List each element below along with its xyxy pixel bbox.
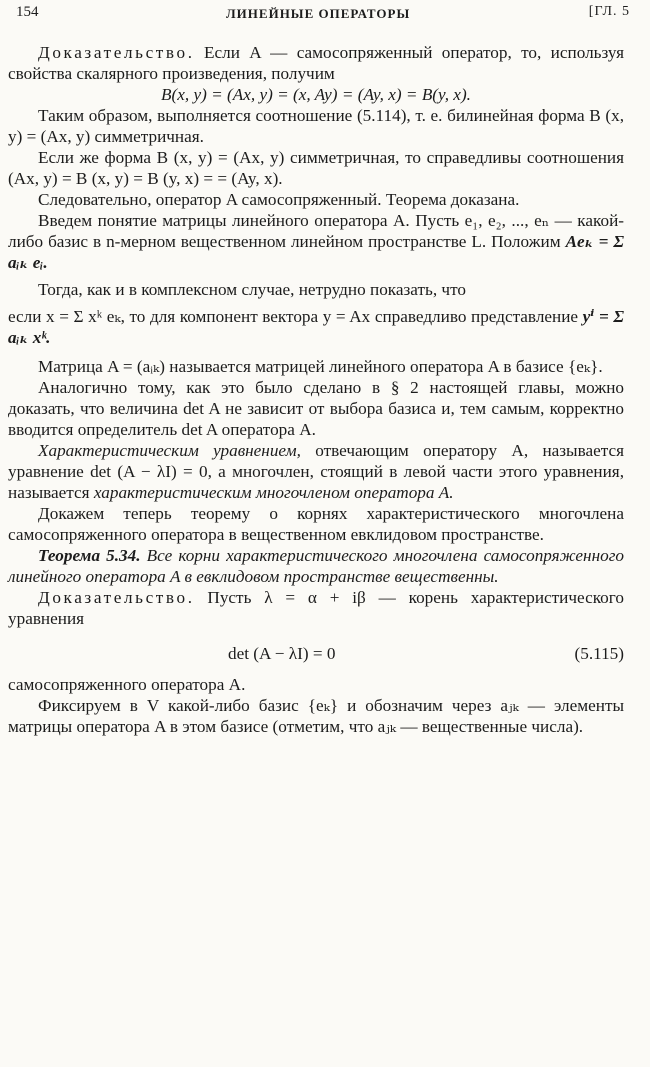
proof-paragraph-1 bbox=[8, 42, 624, 84]
theorem-text: Все корни характеристического многочлена самосопряженного линейного оператора A в евклидовом пространстве вещественны. bbox=[8, 546, 624, 586]
paragraph-fix-basis: Фиксируем в V какой-либо базис {eₖ} и обозначим через aⱼₖ — элементы матрицы оператора A в этом базисе (отметим, что aⱼₖ — вещественные числа). bbox=[8, 696, 624, 736]
vector-text: если x = Σ xᵏ eₖ, то для компонент вектора y = Ax справедливо представление bbox=[8, 307, 579, 326]
matrix-intro-text: Введем понятие матрицы линейного оператора A. Пусть e₁, e₂, ..., eₙ — какой-либо базис в n-мерном вещественном линейном пространстве L. Положим bbox=[8, 211, 624, 251]
chapter-label: [ГЛ. 5 bbox=[588, 4, 630, 19]
paragraph-matrix-def: Матрица A = (aᵢₖ) называется матрицей линейного оператора A в базисе {eₖ}. bbox=[38, 357, 603, 376]
formula-number: (5.115) bbox=[574, 644, 624, 663]
paragraph-matrix-intro bbox=[8, 210, 624, 273]
proof-text: Если A — самосопряженный оператор, то, используя свойства скалярного произведения, получим bbox=[8, 43, 624, 83]
proof2-label: Доказательство. bbox=[38, 588, 195, 607]
paragraph-complex-case: Тогда, как и в комплексном случае, нетрудно показать, что bbox=[38, 280, 466, 299]
proof-label: Доказательство. bbox=[38, 43, 195, 62]
paragraph-prove-now: Докажем теперь теорему о корнях характеристического многочлена самосопряженного оператора в вещественном евклидовом пространстве. bbox=[8, 504, 624, 544]
page-header bbox=[8, 4, 630, 28]
proof2-text: Пусть λ = α + iβ — корень характеристического уравнения bbox=[8, 588, 624, 628]
page-body bbox=[8, 42, 624, 737]
theorem-paragraph bbox=[8, 545, 624, 587]
formula-symmetric: B(x, y) = (Ax, y) = (x, Ay) = (Ay, x) = B(y, x). bbox=[161, 85, 471, 104]
paragraph-self-adj: самосопряженного оператора A. bbox=[8, 675, 246, 694]
paragraph-vector bbox=[8, 306, 624, 348]
char-eq-term: Характеристическим уравнением, bbox=[38, 441, 301, 460]
page-number: 154 bbox=[16, 4, 39, 20]
paragraph-thus: Таким образом, выполняется соотношение (5.114), т. е. билинейная форма B (x, y) = (Ax, y) симметричная. bbox=[8, 106, 624, 146]
paragraph-conclusion: Следовательно, оператор A самосопряженный. Теорема доказана. bbox=[38, 190, 520, 209]
paragraph-analog: Аналогично тому, как это было сделано в § 2 настоящей главы, можно доказать, что величина det A не зависит от выбора базиса и, тем самым, корректно вводится определитель det A оператора A. bbox=[8, 378, 624, 439]
char-poly-term: характеристическим многочленом оператора A. bbox=[93, 483, 454, 502]
paragraph-converse: Если же форма B (x, y) = (Ax, y) симметричная, то справедливы соотношения (Ax, y) = B (x, y) = B (y, x) = = (Ay, x). bbox=[8, 148, 624, 188]
formula-yi: yⁱ = Σ aᵢₖ xᵏ. bbox=[8, 307, 624, 347]
formula-det: det (A − λI) = 0 bbox=[228, 644, 336, 663]
proof-paragraph-2 bbox=[8, 587, 624, 629]
theorem-label: Теорема 5.34. bbox=[38, 546, 141, 565]
running-title: ЛИНЕЙНЫЕ ОПЕРАТОРЫ bbox=[226, 6, 411, 21]
formula-aek: Aeₖ = Σ aᵢₖ eᵢ. bbox=[8, 232, 624, 272]
paragraph-char-eq bbox=[8, 440, 624, 503]
formula-det-line bbox=[8, 643, 624, 664]
char-eq-text: отвечающим оператору A, называется уравнение det (A − λI) = 0, а многочлен, стоящий в левой части этого уравнения, называется bbox=[8, 441, 625, 502]
